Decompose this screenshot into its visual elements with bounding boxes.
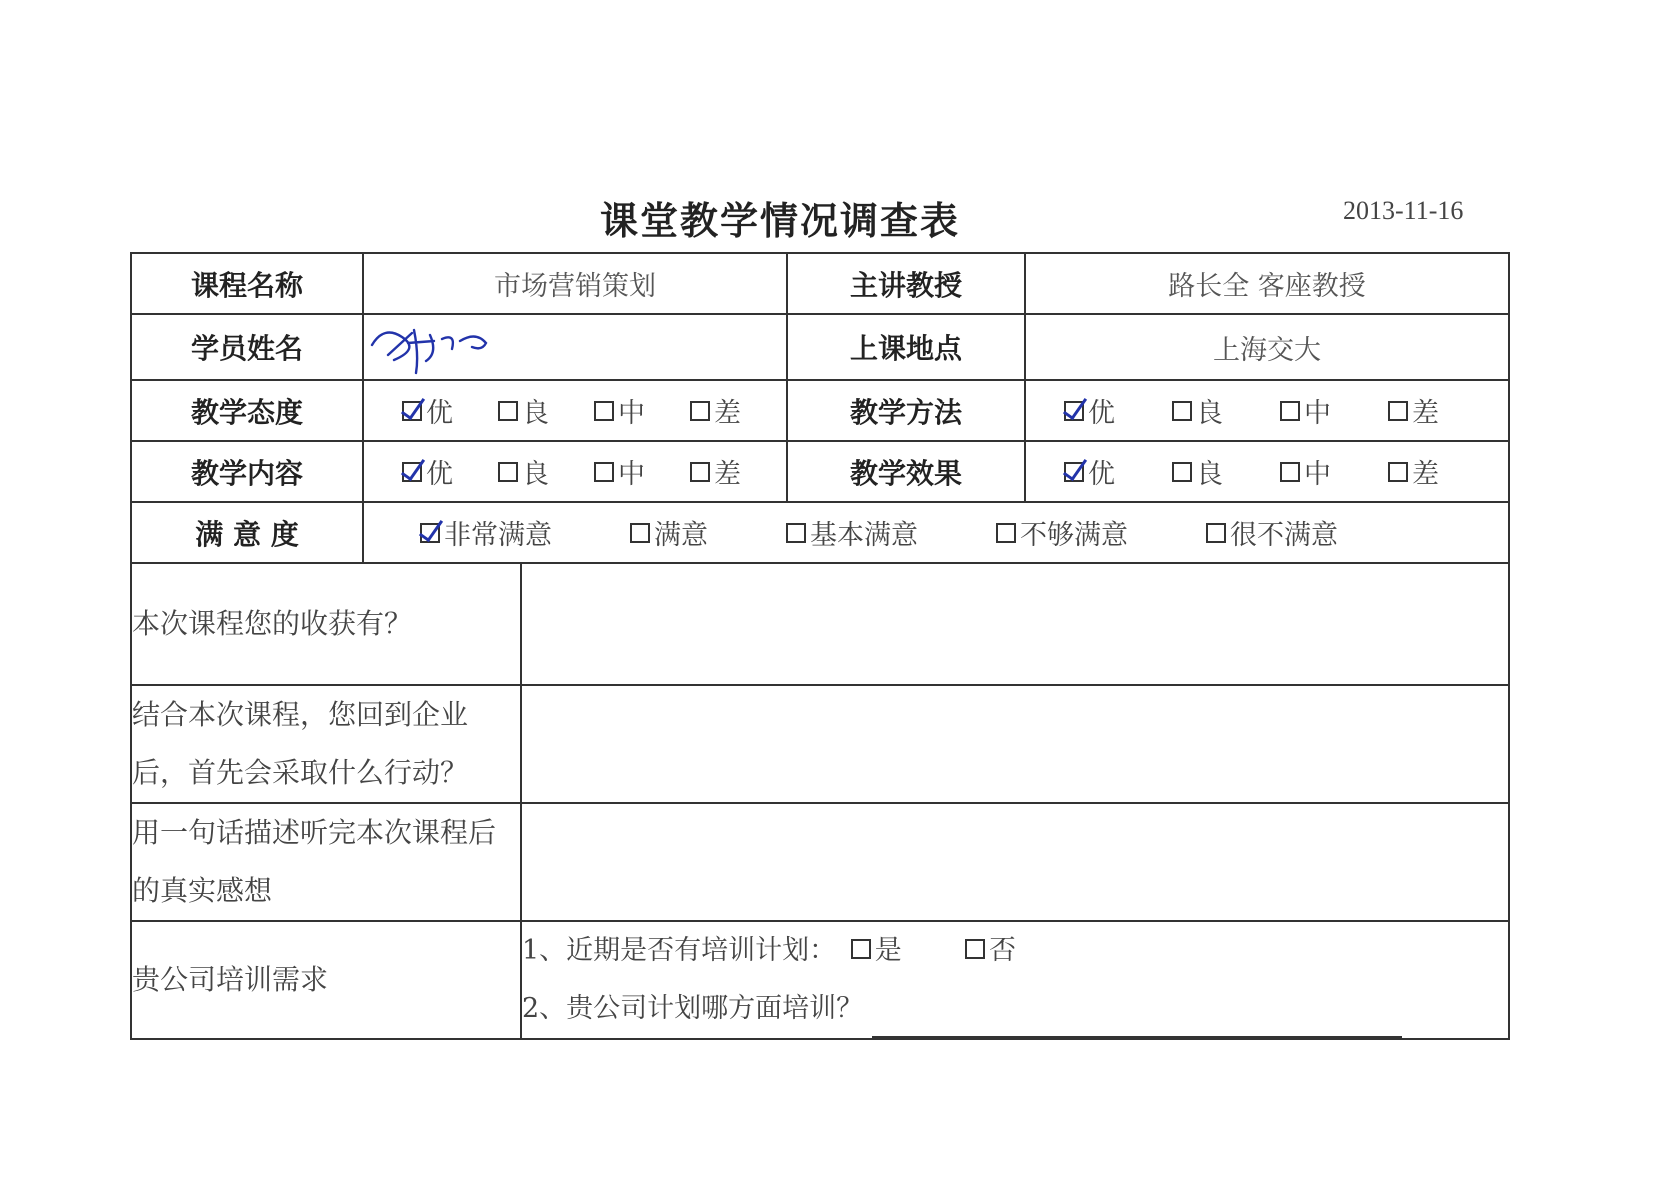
yes-label: 是 [874, 935, 902, 966]
effect-label: 教学效果 [787, 441, 1025, 502]
option-item[interactable] [630, 513, 708, 552]
content-row [131, 441, 1509, 502]
option-item[interactable] [1064, 452, 1172, 491]
option-label: 差 [714, 459, 741, 490]
option-item[interactable] [1172, 391, 1280, 430]
option-label: 良 [1196, 398, 1223, 429]
satisfaction-row [131, 502, 1509, 563]
checked-checkbox[interactable] [402, 401, 422, 421]
option-label: 基本满意 [810, 520, 918, 551]
lecturer-value: 路长全 客座教授 [1025, 253, 1509, 314]
yes-checkbox[interactable] [851, 939, 871, 959]
question-row [131, 803, 1509, 921]
option-label: 优 [1088, 398, 1115, 429]
checkbox[interactable] [690, 462, 710, 482]
option-item[interactable] [1388, 452, 1496, 491]
effect-options [1025, 441, 1509, 502]
training-needs-answer [521, 921, 1509, 1039]
option-label: 中 [618, 398, 645, 429]
training-plan-question [522, 922, 1508, 980]
option-item[interactable] [996, 513, 1128, 552]
option-label: 非常满意 [444, 520, 552, 551]
option-item[interactable] [690, 391, 786, 430]
checkbox[interactable] [786, 523, 806, 543]
question-row [131, 685, 1509, 803]
form-date: 2013-11-16 [1343, 196, 1464, 225]
option-label: 不够满意 [1020, 520, 1128, 551]
survey-table [130, 252, 1510, 1040]
option-item[interactable] [498, 391, 594, 430]
content-options [363, 441, 787, 502]
option-item[interactable] [420, 513, 552, 552]
option-label: 满意 [654, 520, 708, 551]
option-label: 差 [1412, 398, 1439, 429]
option-label: 优 [1088, 459, 1115, 490]
attitude-label: 教学态度 [131, 380, 363, 441]
method-options [1025, 380, 1509, 441]
checkbox[interactable] [1280, 462, 1300, 482]
checkbox[interactable] [996, 523, 1016, 543]
training-needs-row [131, 921, 1509, 1039]
no-checkbox[interactable] [965, 939, 985, 959]
checked-checkbox[interactable] [402, 462, 422, 482]
question-feeling-label: 用一句话描述听完本次课程后的真实感想 [131, 803, 521, 921]
option-item[interactable] [1388, 391, 1496, 430]
location-value: 上海交大 [1025, 314, 1509, 380]
course-name-label: 课程名称 [131, 253, 363, 314]
form-title: 课堂教学情况调查表 [600, 199, 961, 243]
option-label: 优 [426, 459, 453, 490]
checkbox[interactable] [594, 462, 614, 482]
option-label: 差 [1412, 459, 1439, 490]
checked-checkbox[interactable] [1064, 462, 1084, 482]
student-name-label: 学员姓名 [131, 314, 363, 380]
option-item[interactable] [1064, 391, 1172, 430]
option-label: 中 [618, 459, 645, 490]
no-label: 否 [988, 935, 1016, 966]
option-item[interactable] [690, 452, 786, 491]
checkbox[interactable] [1388, 401, 1408, 421]
question-action-label: 结合本次课程，您回到企业后，首先会采取什么行动？ [131, 685, 521, 803]
option-item[interactable] [594, 391, 690, 430]
option-label: 良 [522, 459, 549, 490]
location-label: 上课地点 [787, 314, 1025, 380]
handwritten-signature-icon [364, 315, 544, 375]
checkbox[interactable] [594, 401, 614, 421]
option-label: 良 [522, 398, 549, 429]
question-gain-answer[interactable] [521, 563, 1509, 685]
attitude-row [131, 380, 1509, 441]
option-label: 很不满意 [1230, 520, 1338, 551]
student-name-field[interactable] [363, 314, 787, 380]
satisfaction-options [363, 502, 1509, 563]
option-item[interactable] [1172, 452, 1280, 491]
option-item[interactable] [402, 391, 498, 430]
option-item[interactable] [786, 513, 918, 552]
checked-checkbox[interactable] [420, 523, 440, 543]
checkbox[interactable] [1172, 401, 1192, 421]
option-item[interactable] [498, 452, 594, 491]
training-plan-label: 1、近期是否有培训计划： [522, 935, 837, 966]
question-feeling-answer[interactable] [521, 803, 1509, 921]
option-label: 中 [1304, 398, 1331, 429]
checkbox[interactable] [498, 401, 518, 421]
student-row [131, 314, 1509, 380]
training-area-input[interactable] [872, 1012, 1402, 1038]
option-item[interactable] [1280, 452, 1388, 491]
option-label: 差 [714, 398, 741, 429]
checkbox[interactable] [1280, 401, 1300, 421]
question-gain-label: 本次课程您的收获有？ [131, 563, 521, 685]
option-item[interactable] [402, 452, 498, 491]
training-needs-label: 贵公司培训需求 [131, 921, 521, 1039]
course-row [131, 253, 1509, 314]
checkbox[interactable] [630, 523, 650, 543]
attitude-options [363, 380, 787, 441]
lecturer-label: 主讲教授 [787, 253, 1025, 314]
checkbox[interactable] [690, 401, 710, 421]
option-label: 优 [426, 398, 453, 429]
question-row [131, 563, 1509, 685]
option-item[interactable] [594, 452, 690, 491]
question-action-answer[interactable] [521, 685, 1509, 803]
satisfaction-label: 满 意 度 [131, 502, 363, 563]
option-item[interactable] [1280, 391, 1388, 430]
option-label: 中 [1304, 459, 1331, 490]
content-label: 教学内容 [131, 441, 363, 502]
checkbox[interactable] [1206, 523, 1226, 543]
checkbox[interactable] [1172, 462, 1192, 482]
checkbox[interactable] [498, 462, 518, 482]
training-area-question [522, 980, 1508, 1038]
course-name-value: 市场营销策划 [363, 253, 787, 314]
option-item[interactable] [1206, 513, 1338, 552]
method-label: 教学方法 [787, 380, 1025, 441]
option-label: 良 [1196, 459, 1223, 490]
checked-checkbox[interactable] [1064, 401, 1084, 421]
training-area-label: 2、贵公司计划哪方面培训？ [522, 993, 864, 1024]
checkbox[interactable] [1388, 462, 1408, 482]
